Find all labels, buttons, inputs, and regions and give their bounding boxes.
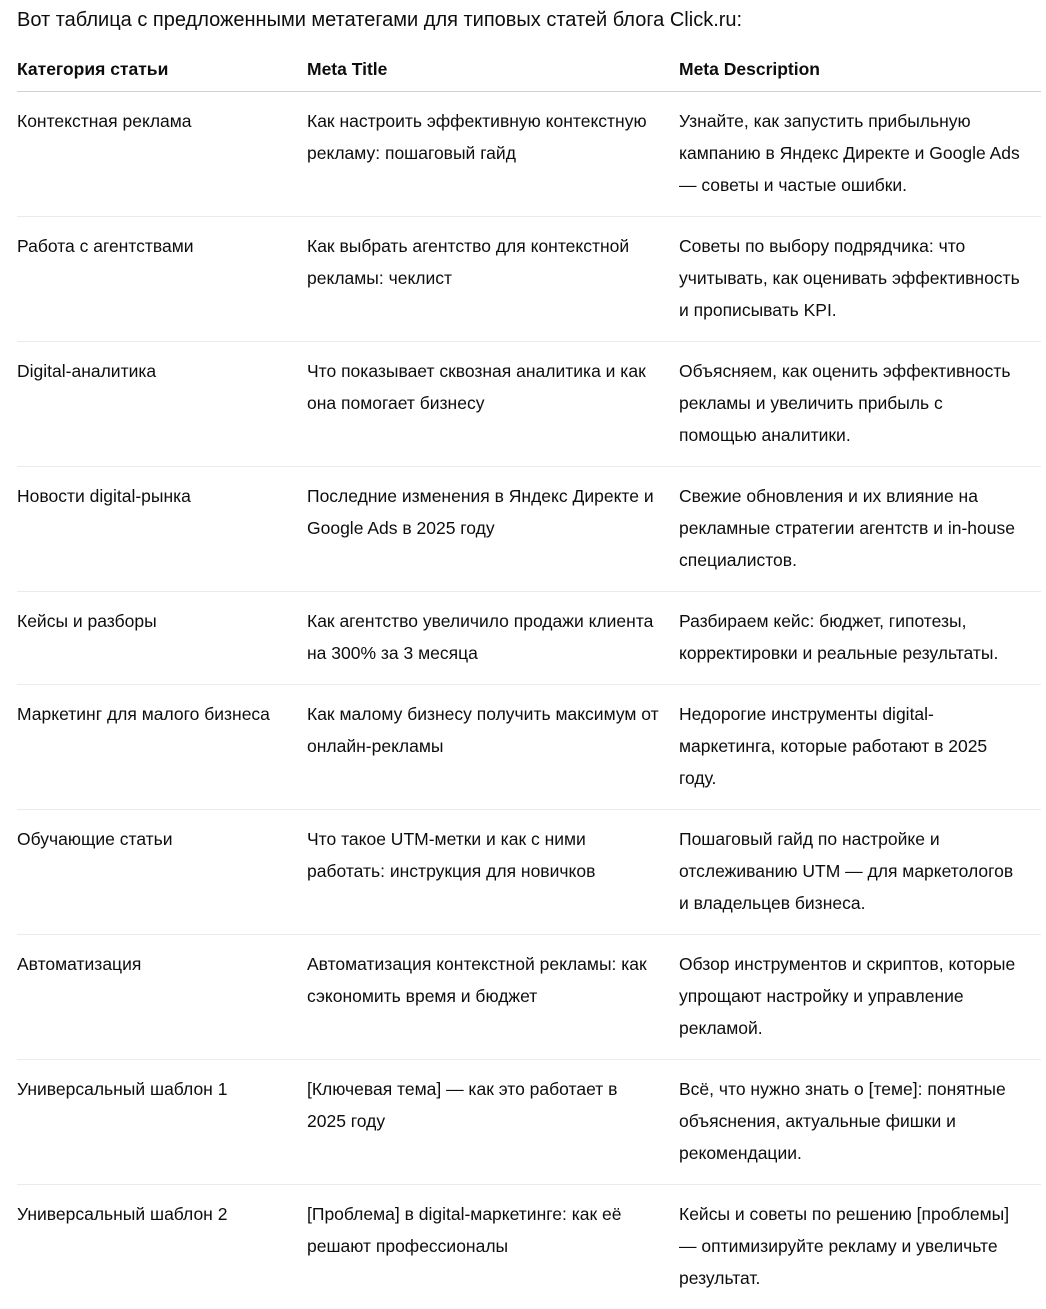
table-header (17, 52, 1041, 92)
header-category: Категория статьи (17, 52, 307, 92)
cell-meta-description: Разбираем кейс: бюджет, гипотезы, корректировки и реальные результаты. (679, 592, 1041, 685)
table-row (17, 1185, 1041, 1309)
cell-meta-description: Советы по выбору подрядчика: что учитывать, как оценивать эффективность и прописывать KPI. (679, 217, 1041, 342)
table-row (17, 935, 1041, 1060)
cell-meta-title: Как выбрать агентство для контекстной рекламы: чеклист (307, 217, 679, 342)
cell-meta-title: Что показывает сквозная аналитика и как она помогает бизнесу (307, 342, 679, 467)
intro-text: Вот таблица с предложенными метатегами для типовых статей блога Click.ru: (17, 6, 742, 34)
cell-meta-title: Как настроить эффективную контекстную рекламу: пошаговый гайд (307, 92, 679, 217)
cell-meta-description: Свежие обновления и их влияние на рекламные стратегии агентств и in-house специалистов. (679, 467, 1041, 592)
table-row (17, 810, 1041, 935)
cell-category: Обучающие статьи (17, 810, 307, 935)
cell-meta-title: Что такое UTM-метки и как с ними работать: инструкция для новичков (307, 810, 679, 935)
cell-category: Digital-аналитика (17, 342, 307, 467)
cell-category: Работа с агентствами (17, 217, 307, 342)
meta-tags-table (17, 52, 1041, 1309)
cell-meta-title: [Ключевая тема] — как это работает в 2025 году (307, 1060, 679, 1185)
table-row (17, 92, 1041, 217)
cell-category: Маркетинг для малого бизнеса (17, 685, 307, 810)
cell-category: Универсальный шаблон 2 (17, 1185, 307, 1309)
header-meta-title: Meta Title (307, 52, 679, 92)
cell-meta-title: Автоматизация контекстной рекламы: как сэкономить время и бюджет (307, 935, 679, 1060)
header-meta-description: Meta Description (679, 52, 1041, 92)
cell-meta-description: Объясняем, как оценить эффективность рекламы и увеличить прибыль с помощью аналитики. (679, 342, 1041, 467)
table-row (17, 342, 1041, 467)
cell-meta-description: Недорогие инструменты digital-маркетинга, которые работают в 2025 году. (679, 685, 1041, 810)
table-row (17, 467, 1041, 592)
table-row (17, 685, 1041, 810)
cell-meta-title: Последние изменения в Яндекс Директе и Google Ads в 2025 году (307, 467, 679, 592)
header-row (17, 52, 1041, 92)
table-row (17, 217, 1041, 342)
cell-meta-description: Всё, что нужно знать о [теме]: понятные объяснения, актуальные фишки и рекомендации. (679, 1060, 1041, 1185)
cell-category: Кейсы и разборы (17, 592, 307, 685)
table-row (17, 592, 1041, 685)
cell-meta-description: Обзор инструментов и скриптов, которые упрощают настройку и управление рекламой. (679, 935, 1041, 1060)
meta-tags-table-container (17, 52, 1041, 1309)
cell-category: Контекстная реклама (17, 92, 307, 217)
cell-meta-description: Узнайте, как запустить прибыльную кампанию в Яндекс Директе и Google Ads — советы и частые ошибки. (679, 92, 1041, 217)
cell-category: Новости digital-рынка (17, 467, 307, 592)
cell-meta-description: Пошаговый гайд по настройке и отслеживанию UTM — для маркетологов и владельцев бизнеса. (679, 810, 1041, 935)
table-body (17, 92, 1041, 1309)
table-row (17, 1060, 1041, 1185)
cell-meta-title: [Проблема] в digital-маркетинге: как её решают профессионалы (307, 1185, 679, 1309)
cell-meta-title: Как агентство увеличило продажи клиента на 300% за 3 месяца (307, 592, 679, 685)
cell-category: Автоматизация (17, 935, 307, 1060)
cell-meta-description: Кейсы и советы по решению [проблемы] — оптимизируйте рекламу и увеличьте результат. (679, 1185, 1041, 1309)
cell-category: Универсальный шаблон 1 (17, 1060, 307, 1185)
cell-meta-title: Как малому бизнесу получить максимум от онлайн-рекламы (307, 685, 679, 810)
